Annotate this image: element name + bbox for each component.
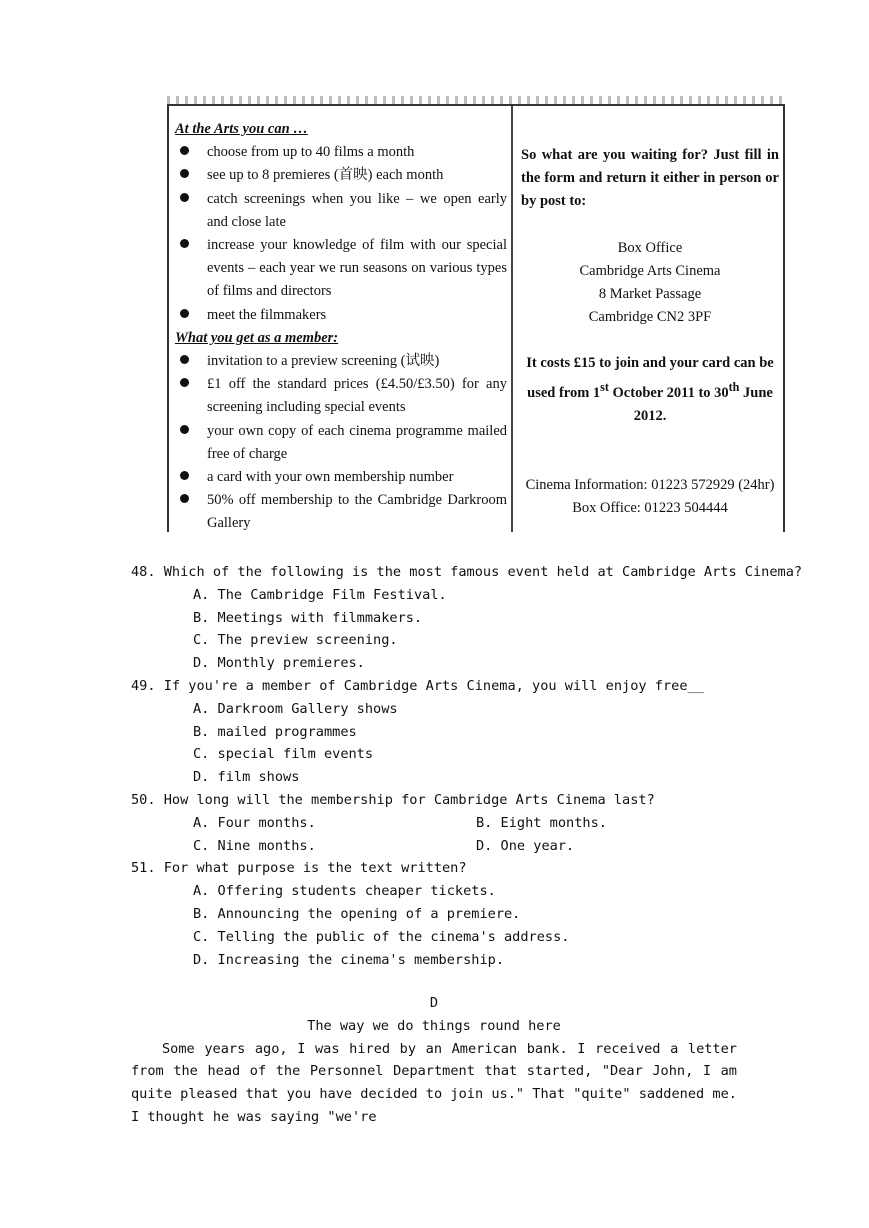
bullet-icon	[180, 146, 189, 155]
option: C. The preview screening.	[193, 632, 398, 649]
bullet-item: a card with your own membership number	[175, 466, 507, 489]
bullet-item: choose from up to 40 films a month	[175, 141, 507, 164]
membership-cost: It costs £15 to join and your card can be used from 1st October 2011 to 30th June 2012.	[526, 355, 774, 424]
bullet-icon	[180, 193, 189, 202]
box-office-phone: Box Office: 01223 504444	[572, 500, 728, 517]
bullet-item: meet the filmmakers	[175, 304, 507, 327]
question-48: 48. Which of the following is the most famous event held at Cambridge Arts Cinema?	[131, 564, 803, 580]
spacer	[521, 428, 779, 474]
spacer	[521, 214, 779, 237]
ad-scan-cut-edge	[167, 96, 785, 104]
question-49: 49. If you're a member of Cambridge Arts Cinema, you will enjoy free__	[131, 677, 704, 694]
option: C. Nine months.	[193, 837, 316, 854]
option: B. Meetings with filmmakers.	[193, 609, 423, 626]
question-50: 50. How long will the membership for Cambridge Arts Cinema last?	[131, 791, 655, 808]
cinema-advertisement	[167, 104, 785, 532]
question-list	[131, 561, 803, 971]
bullet-icon	[180, 378, 189, 387]
ad-call-to-action: So what are you waiting for? Just fill in the form and return it either in person or by post to:	[521, 147, 779, 210]
bullet-item: see up to 8 premieres (首映) each month	[175, 164, 507, 187]
address-line: 8 Market Passage	[598, 286, 702, 303]
bullet-icon	[180, 309, 189, 318]
section-label: D	[429, 995, 439, 1011]
reading-passage	[131, 992, 737, 1129]
option: C. special film events	[193, 746, 374, 763]
address-line: Cambridge Arts Cinema	[579, 262, 721, 279]
option: B. Announcing the opening of a premiere.	[193, 905, 521, 922]
question-51: 51. For what purpose is the text written?	[131, 860, 467, 877]
bullet-item: your own copy of each cinema programme mailed free of charge	[175, 420, 507, 466]
bullet-item: catch screenings when you like – we open early and close late	[175, 188, 507, 234]
option: B. mailed programmes	[193, 723, 357, 740]
bullet-item: 50% off membership to the Cambridge Darkroom Gallery	[175, 489, 507, 535]
ad-column-divider	[511, 106, 513, 532]
bullet-icon	[180, 425, 189, 434]
address-line: Cambridge CN2 3PF	[588, 309, 712, 326]
option: D. Monthly premieres.	[193, 655, 365, 672]
option: B. Eight months.	[476, 814, 607, 831]
option-row	[131, 835, 751, 858]
bullet-icon	[180, 355, 189, 364]
bullet-icon	[180, 494, 189, 503]
option: D. film shows	[193, 769, 300, 786]
option: D. One year.	[476, 837, 575, 854]
bullet-icon	[180, 471, 189, 480]
bullet-icon	[180, 169, 189, 178]
option: C. Telling the public of the cinema's address.	[193, 928, 570, 945]
bullet-item: increase your knowledge of film with our special events – each year we run seasons on various types of films and directors	[175, 234, 507, 304]
passage-title: The way we do things round here	[307, 1017, 561, 1034]
option: A. Four months.	[193, 814, 316, 831]
option: A. Darkroom Gallery shows	[193, 700, 398, 717]
ad-heading-member: What you get as a member:	[175, 329, 339, 346]
bullet-icon	[180, 239, 189, 248]
spacer	[521, 329, 779, 352]
option: A. Offering students cheaper tickets.	[193, 883, 496, 900]
option: D. Increasing the cinema's membership.	[193, 951, 504, 968]
passage-text: Some years ago, I was hired by an American bank. I received a letter from the head of the Personnel Department that started, "Dear John, I am quite pleased that you have decided to join us." That "quite" saddened me. I thought he was saying "we're	[131, 1040, 737, 1125]
bullet-item: £1 off the standard prices (£4.50/£3.50) for any screening including special events	[175, 373, 507, 419]
ad-heading-arts: At the Arts you can …	[175, 121, 308, 137]
ad-right-column	[521, 144, 779, 520]
ad-left-column	[175, 118, 507, 536]
bullet-item: invitation to a preview screening (试映)	[175, 350, 507, 373]
option-row	[131, 812, 751, 835]
address-line: Box Office	[617, 239, 683, 256]
cinema-info-phone: Cinema Information: 01223 572929 (24hr)	[525, 476, 775, 493]
option: A. The Cambridge Film Festival.	[193, 586, 447, 603]
